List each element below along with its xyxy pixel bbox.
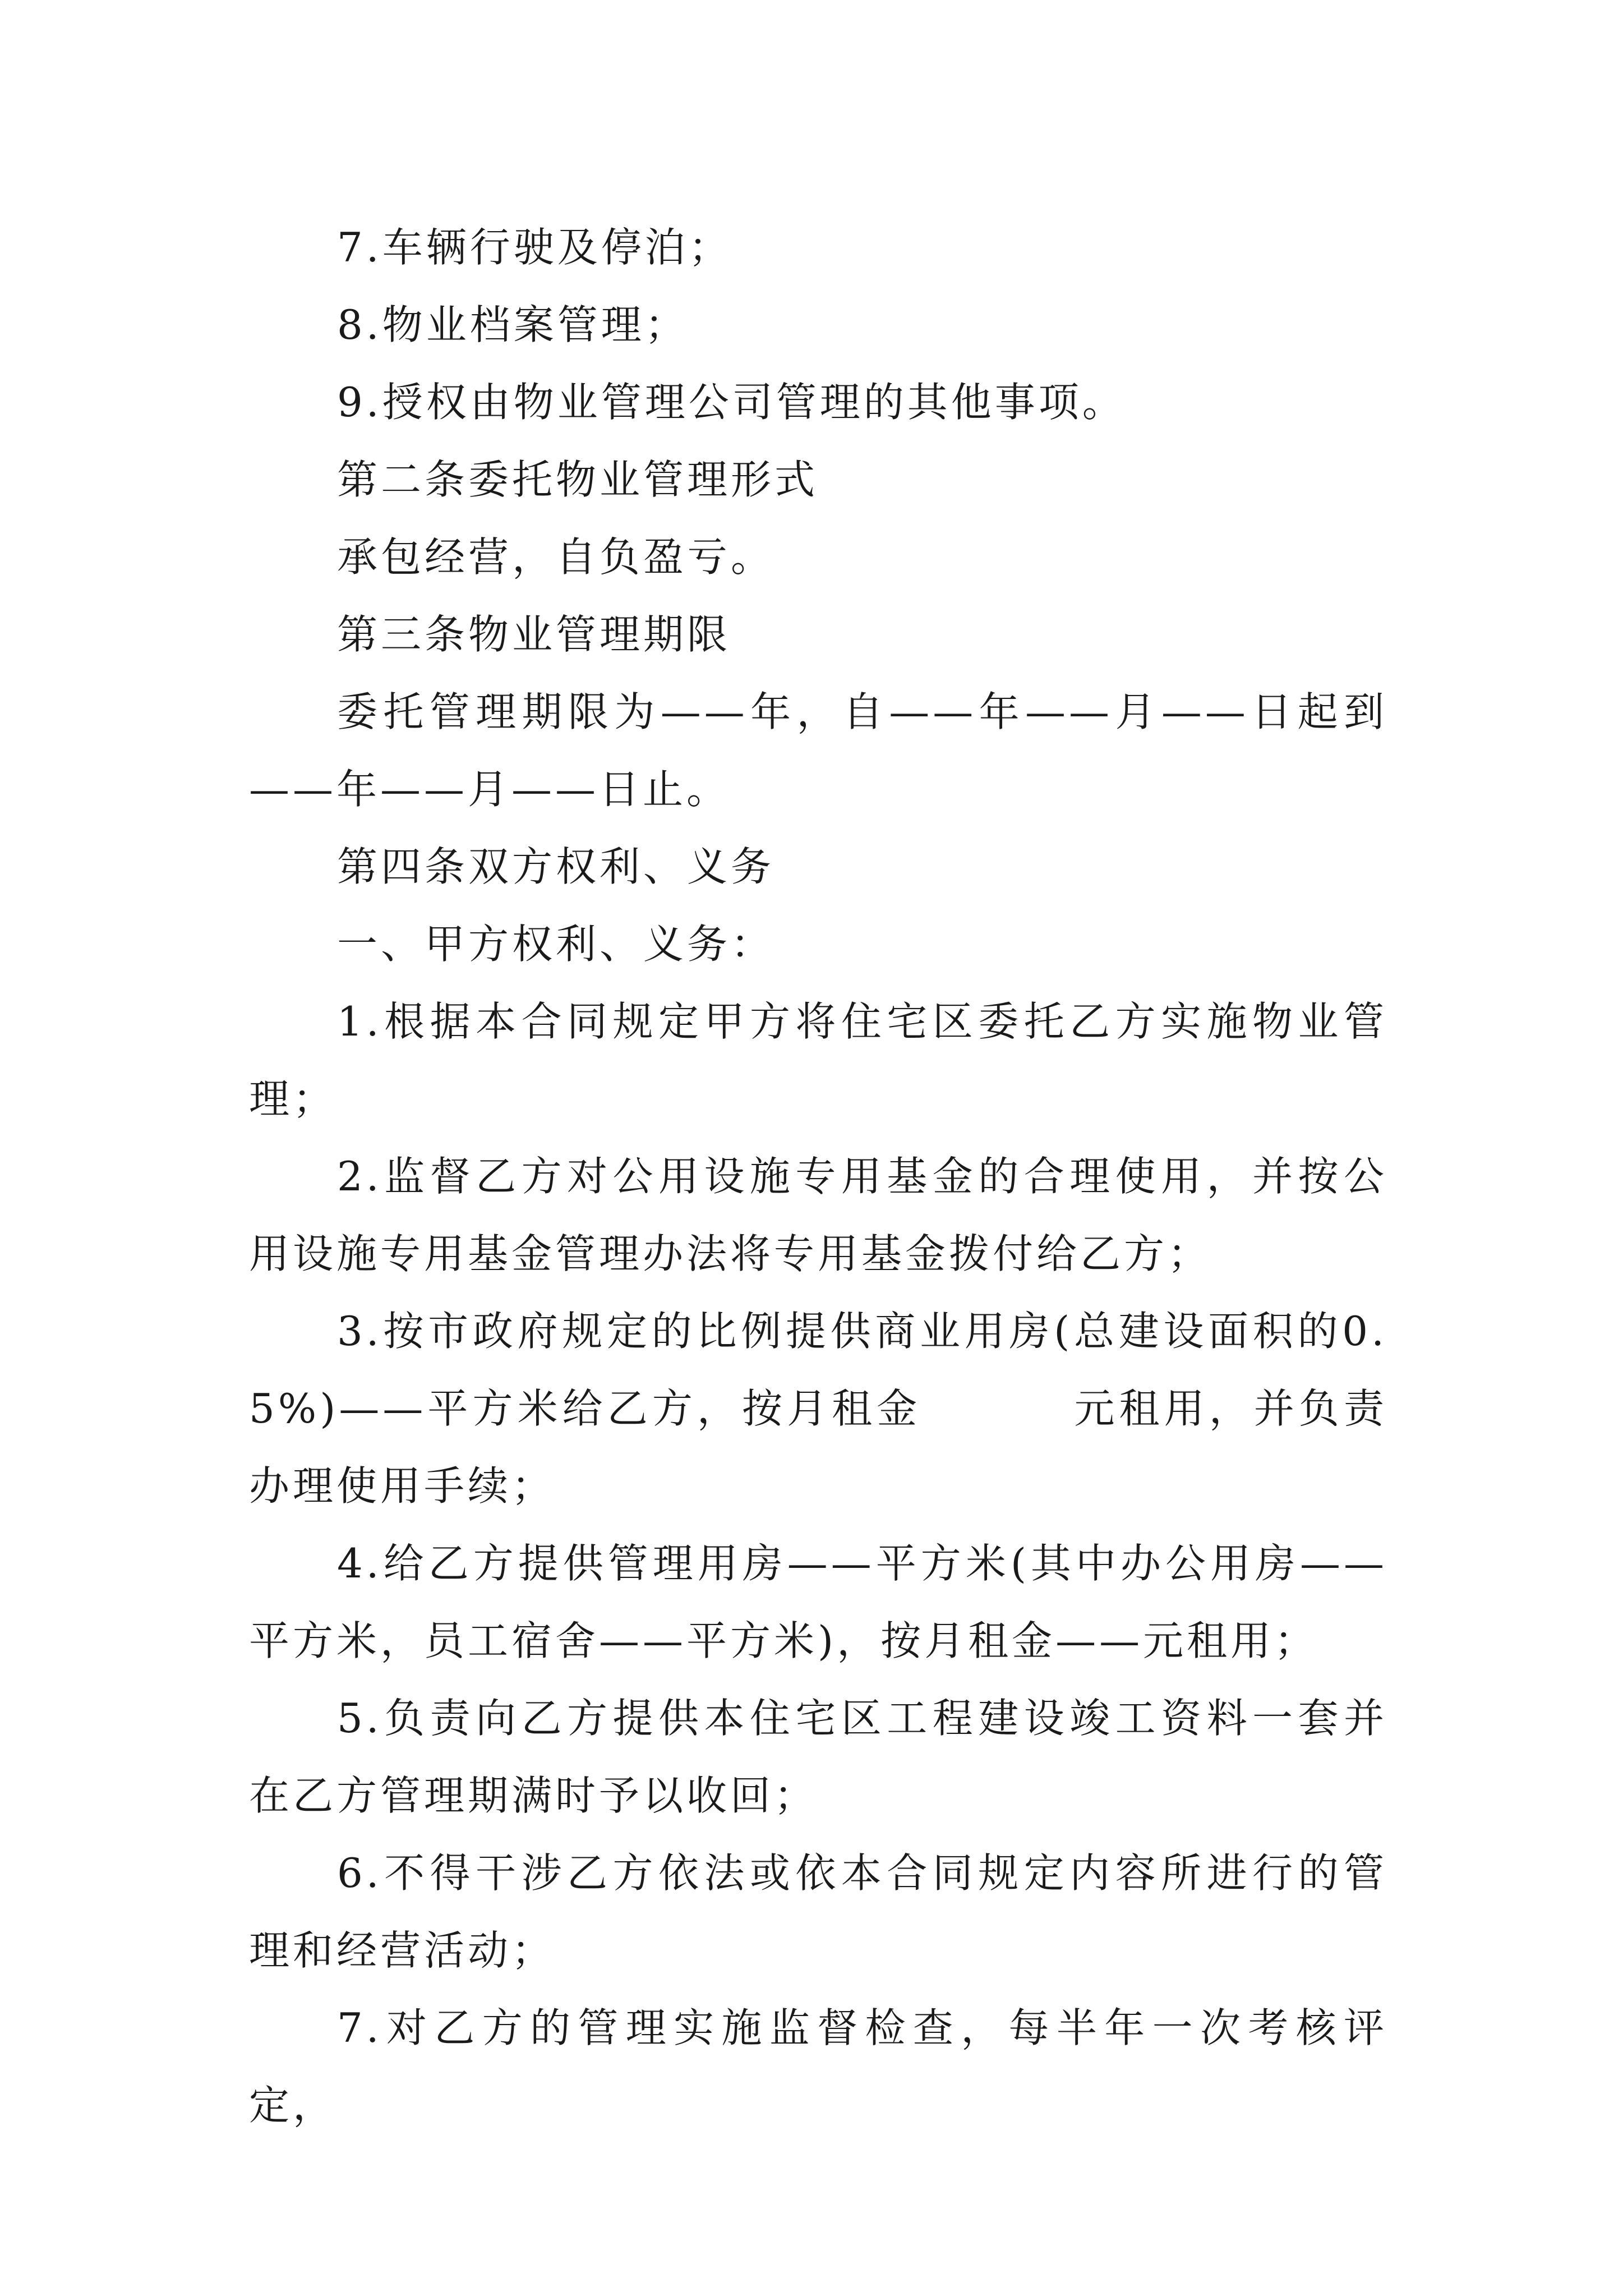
article-3-text: 委托管理期限为——年，自——年——月——日起到——年——月——日止。 [249,688,1387,813]
party-a-item-1: 1.根据本合同规定甲方将住宅区委托乙方实施物业管理； [249,998,1387,1122]
item-8-archives: 8.物业档案管理； [337,301,689,348]
party-a-item-6: 6.不得干涉乙方依法或依本合同规定内容所进行的管理和经营活动； [249,1849,1387,1974]
party-a-item-5: 5.负责向乙方提供本住宅区工程建设竣工资料一套并在乙方管理期满时予以收回； [249,1695,1387,1819]
party-a-item-7: 7.对乙方的管理实施监督检查，每半年一次考核评定， [249,2004,1387,2129]
party-a-item-4: 4.给乙方提供管理用房——平方米(其中办公用房——平方米，员工宿舍——平方米)，按月租金——元租用； [249,1540,1387,1664]
article-2-text: 承包经营，自负盈亏。 [337,533,775,581]
item-7-vehicles: 7.车辆行驶及停泊； [337,224,732,271]
article-4-heading: 第四条双方权利、义务 [337,843,775,890]
party-a-item-3-part1: 3.按市政府规定的比例提供商业用房(总建设面积的0.5%)——平方米给乙方，按月租金 [249,1308,1387,1432]
article-3-heading: 第三条物业管理期限 [337,611,731,658]
party-a-item-3-part2: 元租用，并负责办理使用手续； [249,1385,1387,1510]
document-body [249,209,1387,2144]
item-9-other-matters: 9.授权由物业管理公司管理的其他事项。 [337,379,1126,426]
party-a-item-3 [249,1292,1387,1525]
party-a-heading: 一、甲方权利、义务： [337,921,775,968]
article-2-heading: 第二条委托物业管理形式 [337,456,819,503]
party-a-item-2: 2.监督乙方对公用设施专用基金的合理使用，并按公用设施专用基金管理办法将专用基金拨付给乙方； [249,1153,1387,1277]
